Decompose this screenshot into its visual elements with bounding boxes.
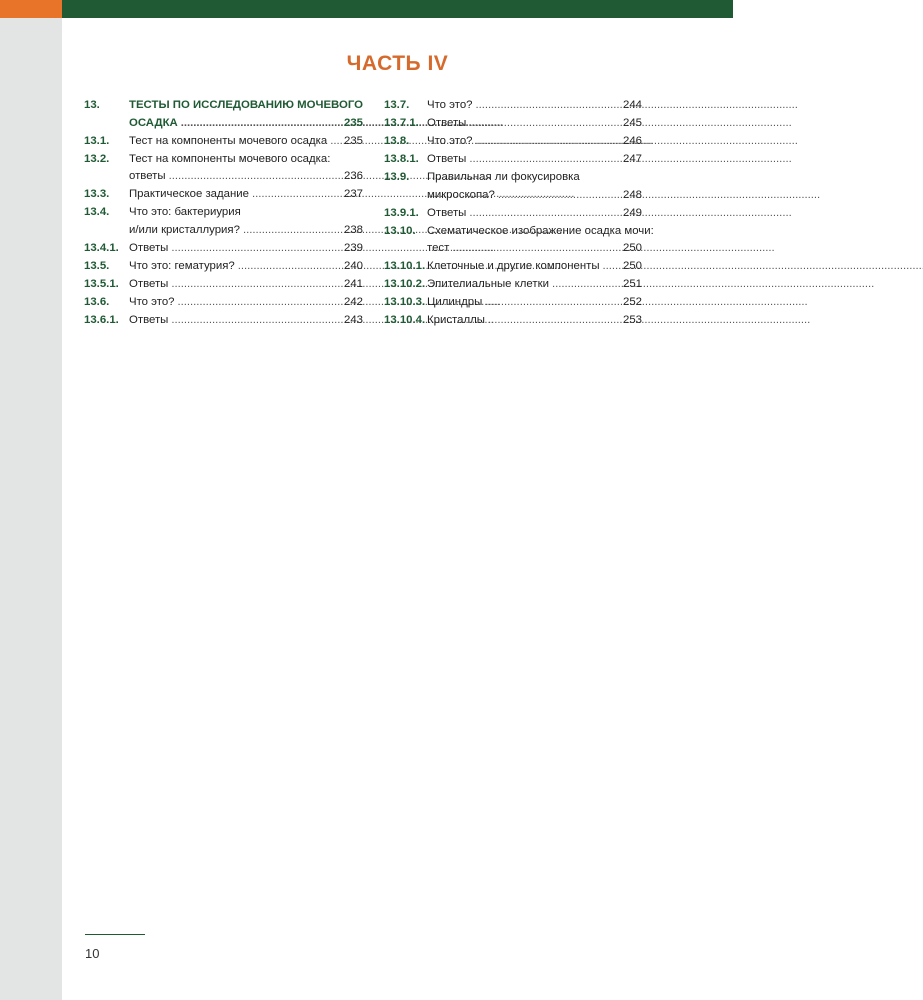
toc-entry-title-line: Тест на компоненты мочевого осадка: — [129, 152, 331, 165]
toc-entry-title-text: Ответы — [427, 153, 467, 165]
toc-entry[interactable] — [84, 258, 363, 276]
toc-entry-page: 253 — [622, 314, 642, 326]
toc-entry-page: 235 — [343, 134, 363, 147]
toc-entry-page: 242 — [343, 295, 363, 308]
toc-entry-page: 249 — [622, 206, 642, 219]
toc-entry-title-text: Тест на компоненты мочевого осадка — [129, 134, 328, 147]
toc-entry-title-line — [427, 312, 642, 330]
toc-entry-title-line — [427, 294, 642, 312]
toc-entry-title-text: Что это? — [427, 99, 473, 111]
toc-entry-title-text: Ответы — [427, 117, 467, 129]
toc-entry-title-line — [129, 240, 363, 258]
toc-entry-number: 13.4. — [84, 206, 110, 218]
toc-entry-title-line — [427, 258, 642, 276]
toc-entry[interactable] — [84, 151, 363, 186]
toc-entry[interactable] — [84, 204, 363, 239]
toc-dot-leader — [552, 276, 620, 294]
side-margin-band — [0, 0, 62, 1000]
toc-entry-body — [129, 204, 363, 239]
toc-dot-leader — [498, 187, 620, 205]
toc-entry-page: 244 — [622, 99, 642, 111]
toc-entry-title-text: Что это? — [129, 295, 175, 308]
toc-entry-page: 237 — [343, 188, 363, 200]
toc-entry-body — [427, 133, 642, 151]
toc-entry-number: 13.10.4. — [384, 314, 426, 326]
orange-corner-accent — [0, 0, 62, 18]
toc-entry-title-text: Кристаллы — [427, 314, 485, 326]
toc-dot-leader — [171, 312, 341, 330]
toc-entry-body — [129, 276, 363, 294]
toc-entry-title-text: Практическое задание — [129, 188, 249, 200]
toc-entry-body — [129, 312, 363, 330]
toc-entry-title-text: Что это? — [427, 135, 473, 147]
toc-entry-title-line — [129, 294, 363, 312]
toc-entry[interactable] — [84, 312, 363, 330]
toc-entry-number: 13.10.2. — [384, 278, 426, 290]
toc-entry-title-line — [129, 133, 363, 151]
toc-dot-leader — [469, 151, 620, 169]
toc-entry-title-line — [129, 186, 363, 204]
toc-entry[interactable] — [384, 223, 654, 258]
toc-entry[interactable] — [84, 186, 363, 204]
toc-entry[interactable] — [84, 240, 363, 258]
toc-entry-number: 13.9. — [384, 171, 410, 183]
toc-entry-number: 13.5. — [84, 259, 110, 272]
toc-entry-number: 13.10.1. — [384, 260, 426, 272]
toc-dot-leader — [178, 294, 341, 312]
footer-rule — [85, 934, 145, 935]
toc-entry[interactable] — [84, 276, 363, 294]
toc-entry-title-line — [129, 276, 363, 294]
toc-entry-page: 238 — [343, 223, 363, 236]
toc-dot-leader — [169, 168, 341, 186]
toc-dot-leader — [238, 258, 341, 276]
toc-entry-body — [129, 186, 363, 204]
toc-entry-page: 248 — [622, 188, 642, 201]
toc-entry-number: 13.8.1. — [384, 153, 419, 165]
toc-entry-title-text: тест — [427, 242, 450, 254]
toc-entry[interactable] — [384, 97, 642, 115]
toc-entry-title-text: микроскопа? — [427, 188, 495, 201]
toc-entry[interactable] — [84, 97, 363, 132]
toc-entry-body — [129, 97, 363, 132]
toc-entry-title-text: Цилиндры — [427, 296, 483, 308]
toc-entry-number: 13.6. — [84, 295, 110, 308]
toc-entry-page: 245 — [622, 117, 642, 129]
toc-entry-page: 252 — [622, 296, 642, 308]
toc-entry[interactable] — [384, 312, 642, 330]
toc-entry-title-text: ОСАДКА — [129, 116, 178, 129]
toc-dot-leader — [476, 97, 620, 115]
toc-entry[interactable] — [384, 205, 642, 223]
toc-entry[interactable] — [384, 133, 642, 151]
toc-dot-leader — [469, 115, 620, 133]
toc-dot-leader — [243, 222, 341, 240]
toc-entry-number: 13.7. — [384, 99, 410, 111]
toc-entry-number: 13.2. — [84, 152, 110, 165]
toc-entry-title-line: Схематическое изображение осадка мочи: — [427, 224, 654, 237]
toc-entry-title-line — [427, 133, 642, 151]
toc-entry[interactable] — [384, 294, 642, 312]
toc-dot-leader — [469, 205, 620, 223]
toc-entry-number: 13.4.1. — [84, 241, 119, 254]
toc-entry-title-text: Ответы — [129, 241, 169, 254]
toc-entry-number: 13.10. — [384, 224, 416, 237]
toc-entry-number: 13. — [84, 99, 100, 111]
toc-entry-page: 250 — [622, 242, 642, 254]
toc-entry-title-line — [129, 115, 363, 133]
toc-entry-number: 13.10.3. — [384, 296, 426, 308]
toc-entry[interactable] — [384, 276, 642, 294]
toc-entry-body — [427, 276, 642, 294]
toc-entry-body — [129, 151, 363, 186]
toc-entry-title-text: ответы — [129, 170, 166, 182]
toc-entry-page: 239 — [343, 241, 363, 254]
toc-entry-page: 243 — [343, 313, 363, 326]
toc-entry[interactable] — [384, 115, 642, 133]
toc-entry[interactable] — [84, 133, 363, 151]
toc-entry-page: 241 — [343, 277, 363, 290]
toc-entry-page: 235 — [343, 116, 363, 129]
toc-entry-body — [129, 294, 363, 312]
toc-entry-title-text: Клеточные и другие компоненты — [427, 260, 600, 272]
toc-entry-title-line — [427, 115, 642, 133]
toc-entry-body — [129, 240, 363, 258]
toc-entry-body — [427, 151, 642, 169]
toc-entry-body — [129, 258, 363, 276]
toc-entry-page: 236 — [343, 170, 363, 182]
toc-entry[interactable] — [84, 294, 363, 312]
toc-entry-title-line — [427, 187, 642, 205]
toc-entry-title-text: Ответы — [427, 206, 467, 219]
toc-dot-leader — [181, 115, 341, 133]
toc-entry-number: 13.9.1. — [384, 206, 419, 219]
toc-entry-title-text: и/или кристаллурия? — [129, 223, 240, 236]
toc-dot-leader — [330, 133, 341, 151]
toc-dot-leader — [452, 240, 620, 258]
toc-entry-title-text: Ответы — [129, 277, 169, 290]
toc-dot-leader — [171, 276, 341, 294]
toc-entry-number: 13.3. — [84, 188, 110, 200]
toc-entry-title-line: ТЕСТЫ ПО ИССЛЕДОВАНИЮ МОЧЕВОГО — [129, 99, 364, 111]
toc-dot-leader — [485, 294, 620, 312]
toc-column-right — [384, 97, 654, 330]
toc-entry-title-line — [129, 222, 363, 240]
toc-dot-leader — [476, 133, 620, 151]
toc-entry-body — [427, 97, 642, 115]
toc-entry-body — [427, 258, 642, 276]
toc-dot-leader — [488, 312, 620, 330]
toc-entry-title-text: Что это: гематурия? — [129, 259, 235, 272]
toc-entry-title-line — [427, 205, 642, 223]
toc-dot-leader — [603, 258, 620, 276]
toc-entry[interactable] — [384, 151, 642, 169]
toc-entry-body — [427, 169, 642, 204]
toc-column-left — [84, 97, 363, 330]
toc-entry-title-line — [427, 151, 642, 169]
toc-entry-title-line — [129, 312, 363, 330]
toc-entry-title-line — [427, 276, 642, 294]
toc-entry[interactable] — [384, 258, 642, 276]
part-title: ЧАСТЬ IV — [346, 52, 449, 75]
toc-entry-title-line: Что это: бактериурия — [129, 206, 241, 218]
toc-entry[interactable] — [384, 169, 642, 204]
toc-entry-number: 13.7.1. — [384, 117, 419, 129]
toc-entry-title-line — [129, 258, 363, 276]
toc-entry-body — [129, 133, 363, 151]
toc-entry-title-line — [129, 168, 363, 186]
toc-entry-body — [427, 223, 654, 258]
toc-entry-title-text: Ответы — [129, 313, 169, 326]
toc-entry-page: 246 — [622, 135, 642, 147]
toc-dot-leader — [171, 240, 341, 258]
toc-entry-body — [427, 115, 642, 133]
toc-entry-number: 13.1. — [84, 134, 110, 147]
toc-entry-page: 251 — [622, 278, 642, 290]
toc-dot-leader — [252, 186, 341, 204]
toc-entry-body — [427, 312, 642, 330]
toc-entry-number: 13.5.1. — [84, 277, 119, 290]
toc-entry-body — [427, 294, 642, 312]
toc-entry-number: 13.8. — [384, 135, 410, 147]
toc-entry-page: 247 — [622, 153, 642, 165]
toc-entry-title-line — [427, 97, 642, 115]
toc-entry-number: 13.6.1. — [84, 313, 119, 326]
toc-entry-title-line: Правильная ли фокусировка — [427, 171, 580, 183]
toc-entry-page: 250 — [622, 260, 642, 272]
top-green-bar — [62, 0, 733, 18]
page-number: 10 — [85, 946, 100, 961]
toc-entry-title-line — [427, 240, 642, 258]
toc-entry-title-text: Эпителиальные клетки — [427, 278, 549, 290]
toc-entry-body — [427, 205, 642, 223]
toc-entry-page: 240 — [343, 259, 363, 272]
